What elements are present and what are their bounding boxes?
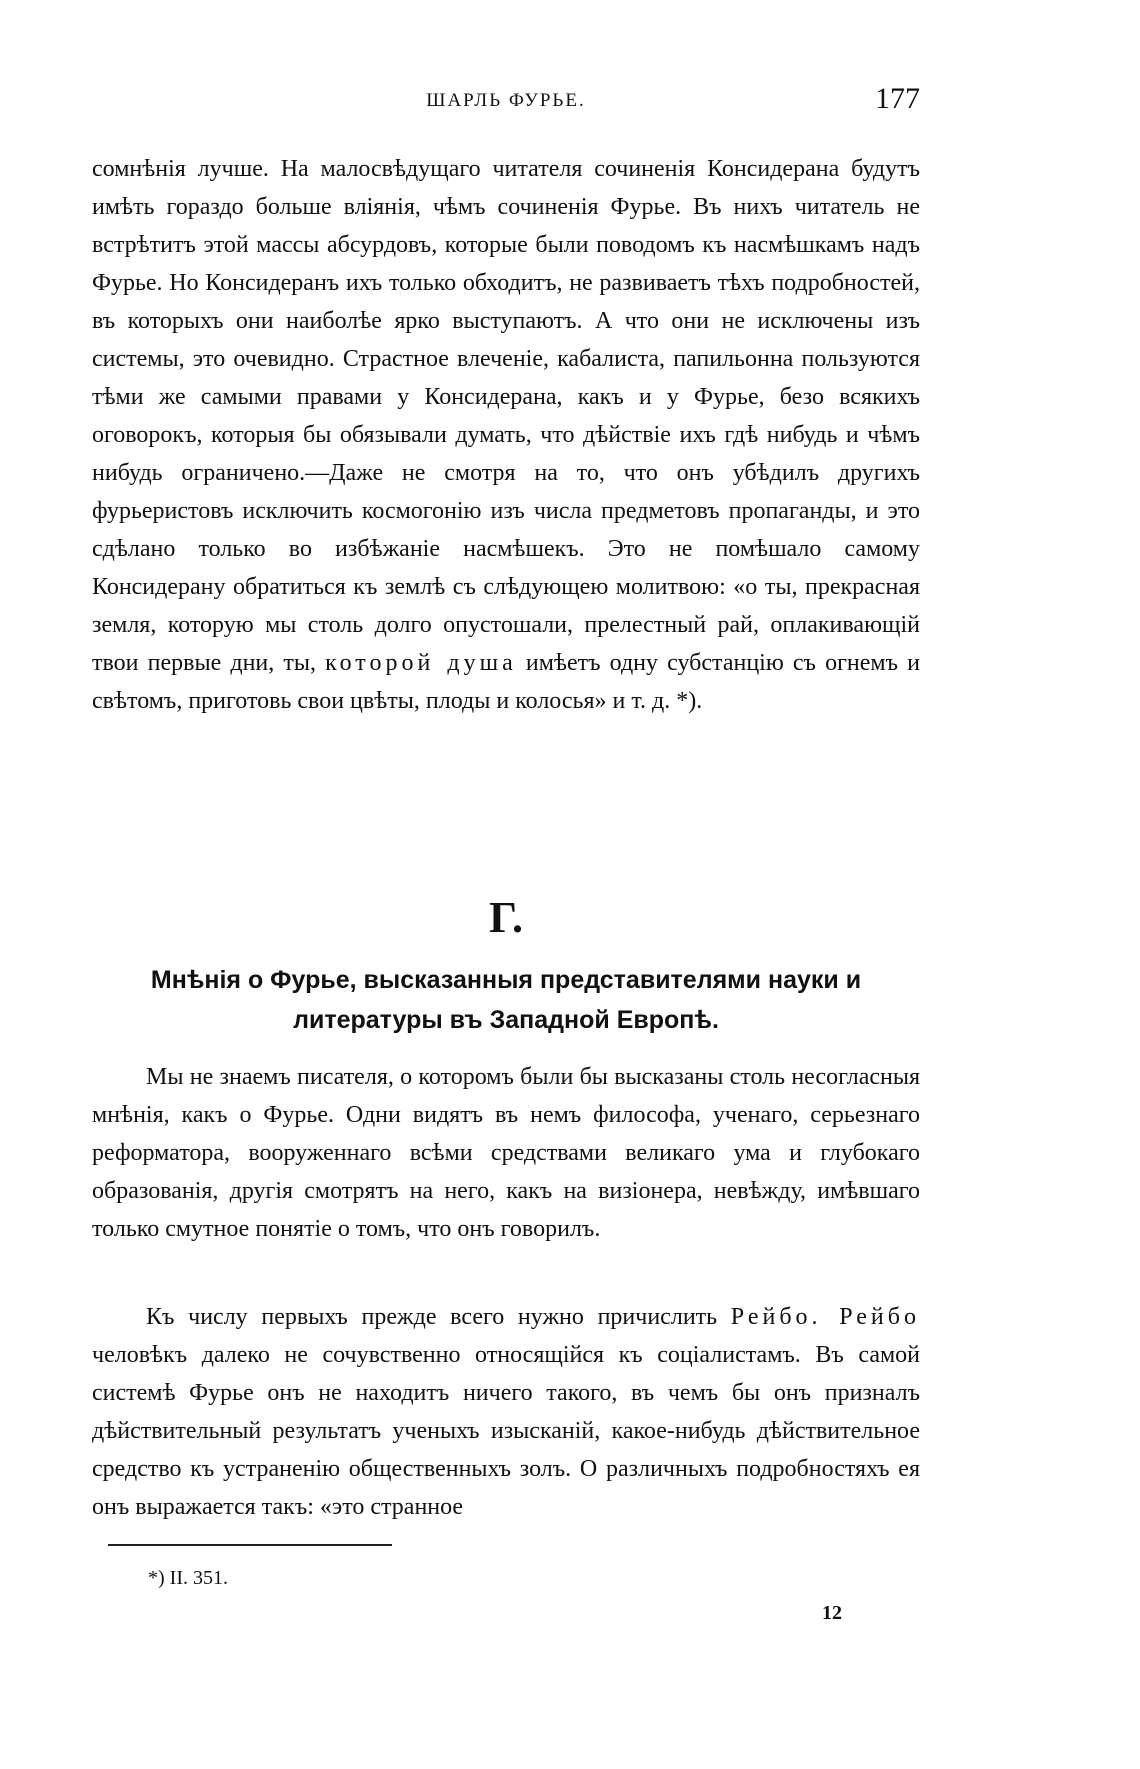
paragraph-3-end-text: человѣкъ далеко не сочувственно относящійся къ соціалистамъ. Въ самой системѣ Фурье онъ не находитъ ничего такого, въ чемъ бы онъ призналъ дѣйствительный результатъ ученыхъ изысканій, какое-нибудь дѣйствительное средство къ устраненію общественныхъ золъ. О различныхъ подробностяхъ ея онъ выражается такъ: «это странное <box>92 1342 920 1520</box>
footnote-divider <box>108 1544 392 1546</box>
printer-signature: 12 <box>822 1602 842 1624</box>
running-head <box>92 82 920 122</box>
paragraph-1-text: сомнѣнія лучше. На малосвѣдущаго читателя сочиненія Консидерана будутъ имѣть гораздо больше вліянія, чѣмъ сочиненія Фурье. Въ нихъ читатель не встрѣтитъ этой массы абсурдовъ, которые были поводомъ къ насмѣшкамъ надъ Фурье. Но Консидеранъ ихъ только обходитъ, не развиваетъ тѣхъ подробностей, въ которыхъ они наиболѣе ярко выступаютъ. А что они не исключены изъ системы, это очевидно. Страстное влеченіе, кабалиста, папильонна пользуются тѣми же самыми правами у Консидерана, какъ и у Фурье, безо всякихъ оговорокъ, которыя бы обязывали думать, что дѣйствіе ихъ гдѣ нибудь и чѣмъ нибудь ограничено.—Даже не смотря на то, что онъ убѣдилъ другихъ фурьеристовъ исключить космогонію изъ числа предметовъ пропаганды, и это сдѣлано только во избѣжаніе насмѣшекъ. Это не помѣшало самому Консидерану обратиться къ землѣ съ слѣдующею молитвою: «о ты, прекрасная земля, которую мы столь долго опустошали, прелестный рай, оплакивающій твои первые дни, ты, <box>92 156 920 676</box>
paragraph-1 <box>92 150 920 720</box>
footnote: *) II. 351. <box>148 1567 228 1589</box>
paragraph-3 <box>92 1298 920 1526</box>
paragraph-1-spaced-text: которой душа <box>325 650 517 676</box>
paragraph-3-spaced-text: Рейбо. Рейбо <box>730 1304 920 1330</box>
running-title: ШАРЛЬ ФУРЬЕ. <box>426 90 586 111</box>
paragraph-3-start-text: Къ числу первыхъ прежде всего нужно причислить <box>146 1304 731 1330</box>
paragraph-2-text: Мы не знаемъ писателя, о которомъ были бы высказаны столь несогласныя мнѣнія, какъ о Фурье. Одни видятъ въ немъ философа, ученаго, серьезнаго реформатора, вооруженнаго всѣми средствами великаго ума и глубокаго образованія, другія смотрятъ на него, какъ на визіонера, невѣжду, имѣвшаго только смутное понятіе о томъ, что онъ говорилъ. <box>92 1064 920 1242</box>
page-number: 177 <box>875 82 920 115</box>
paragraph-1-end-text: имѣетъ одну субстанцію съ огнемъ и свѣтомъ, приготовь свои цвѣты, плоды и колосья» и т. д. *). <box>92 650 921 714</box>
paragraph-2 <box>92 1058 920 1248</box>
section-heading: Мнѣнія о Фурье, высказанныя представителями науки и литературы въ Западной Европѣ. <box>150 966 862 1034</box>
section-letter: Г. <box>488 893 524 942</box>
